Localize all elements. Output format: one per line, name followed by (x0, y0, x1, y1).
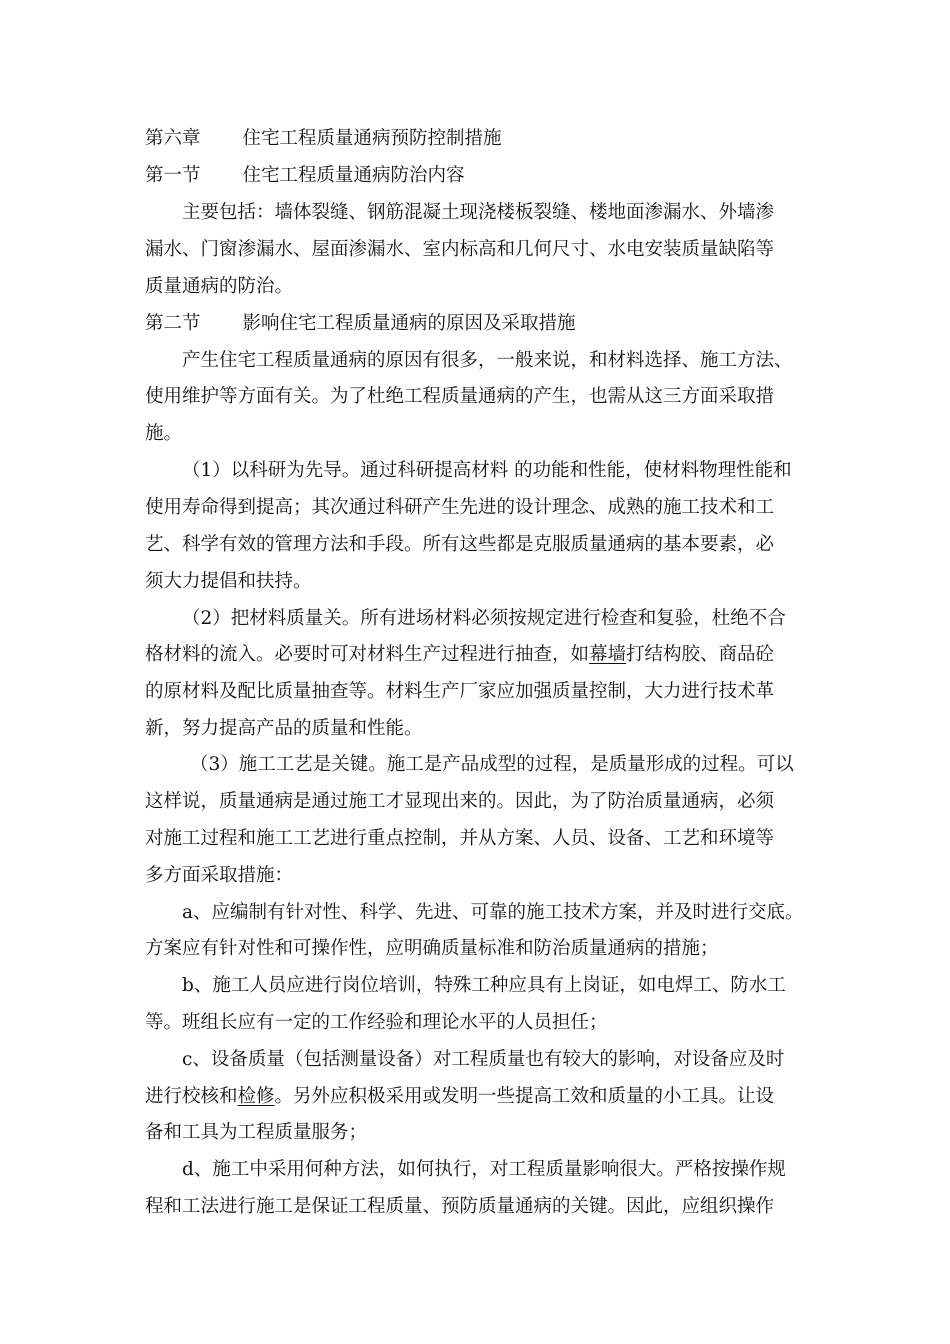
section-number: 第一节 (145, 165, 201, 186)
text-line: 这样说，质量通病是通过施工才显现出来的。因此，为了防治质量通病，必须 (145, 791, 775, 812)
text-line: 对施工过程和施工工艺进行重点控制，并从方案、人员、设备、工艺和环境等 (145, 828, 775, 849)
text-span: 格材料的流入。必要时可对材料生产过程进行抽查，如 (145, 644, 590, 665)
text-line: （3）施工工艺是关键。施工是产品成型的过程，是质量形成的过程。可以 (190, 754, 794, 775)
underlined-term: 检修 (237, 1086, 275, 1107)
section-heading-1 (145, 164, 465, 188)
text-line: 使用维护等方面有关。为了杜绝工程质量通病的产生，也需从这三方面采取措 (145, 386, 775, 407)
text-line: 新，努力提高产品的质量和性能。 (145, 718, 423, 739)
text-line: 备和工具为工程质量服务； (145, 1122, 368, 1143)
text-line (145, 1085, 774, 1109)
text-line: （1）以科研为先导。通过科研提高材料 的功能和性能，使材料物理性能和 (182, 460, 792, 481)
text-span: 打结构胶、商品砼 (626, 644, 775, 665)
text-line: 施。 (145, 423, 183, 444)
text-line: 多方面采取措施： (145, 865, 294, 886)
text-line: 产生住宅工程质量通病的原因有很多，一般来说，和材料选择、施工方法、 (182, 350, 793, 371)
text-line: 方案应有针对性和可操作性，应明确质量标准和防治质量通病的措施； (145, 938, 719, 959)
section-title: 影响住宅工程质量通病的原因及采取措施 (242, 313, 576, 334)
underlined-term: 幕墙 (589, 644, 627, 665)
text-line: 质量通病的防治。 (145, 276, 294, 297)
text-line: a、应编制有针对性、科学、先进、可靠的施工技术方案，并及时进行交底。 (182, 902, 804, 923)
section-number: 第二节 (145, 313, 201, 334)
text-line: 主要包括：墙体裂缝、钢筋混凝土现浇楼板裂缝、楼地面渗漏水、外墙渗 (182, 202, 775, 223)
text-line: 使用寿命得到提高；其次通过科研产生先进的设计理念、成熟的施工技术和工 (145, 497, 775, 518)
text-span: 。另外应积极采用或发明一些提高工效和质量的小工具。让设 (274, 1086, 775, 1107)
section-heading-2 (145, 312, 576, 336)
text-line: d、施工中采用何种方法，如何执行，对工程质量影响很大。严格按操作规 (182, 1159, 786, 1180)
text-line: 艺、科学有效的管理方法和手段。所有这些都是克服质量通病的基本要素，必 (145, 534, 775, 555)
text-line: b、施工人员应进行岗位培训，特殊工种应具有上岗证，如电焊工、防水工 (182, 975, 786, 996)
text-line: 漏水、门窗渗漏水、屋面渗漏水、室内标高和几何尺寸、水电安装质量缺陷等 (145, 239, 775, 260)
text-line: 的原材料及配比质量抽查等。材料生产厂家应加强质量控制，大力进行技术革 (145, 681, 775, 702)
text-line: 须大力提倡和扶持。 (145, 571, 312, 592)
text-line (145, 643, 774, 667)
chapter-title: 住宅工程质量通病预防控制措施 (242, 128, 502, 149)
section-title: 住宅工程质量通病防治内容 (242, 165, 465, 186)
text-line: 程和工法进行施工是保证工程质量、预防质量通病的关键。因此，应组织操作 (145, 1196, 775, 1217)
text-line: c、设备质量（包括测量设备）对工程质量也有较大的影响，对设备应及时 (182, 1049, 785, 1070)
text-span: 进行校核和 (145, 1086, 238, 1107)
text-line: （2）把材料质量关。所有进场材料必须按规定进行检查和复验，杜绝不合 (182, 608, 786, 629)
chapter-number: 第六章 (145, 128, 201, 149)
chapter-heading (145, 127, 502, 151)
text-line: 等。班组长应有一定的工作经验和理论水平的人员担任； (145, 1012, 608, 1033)
